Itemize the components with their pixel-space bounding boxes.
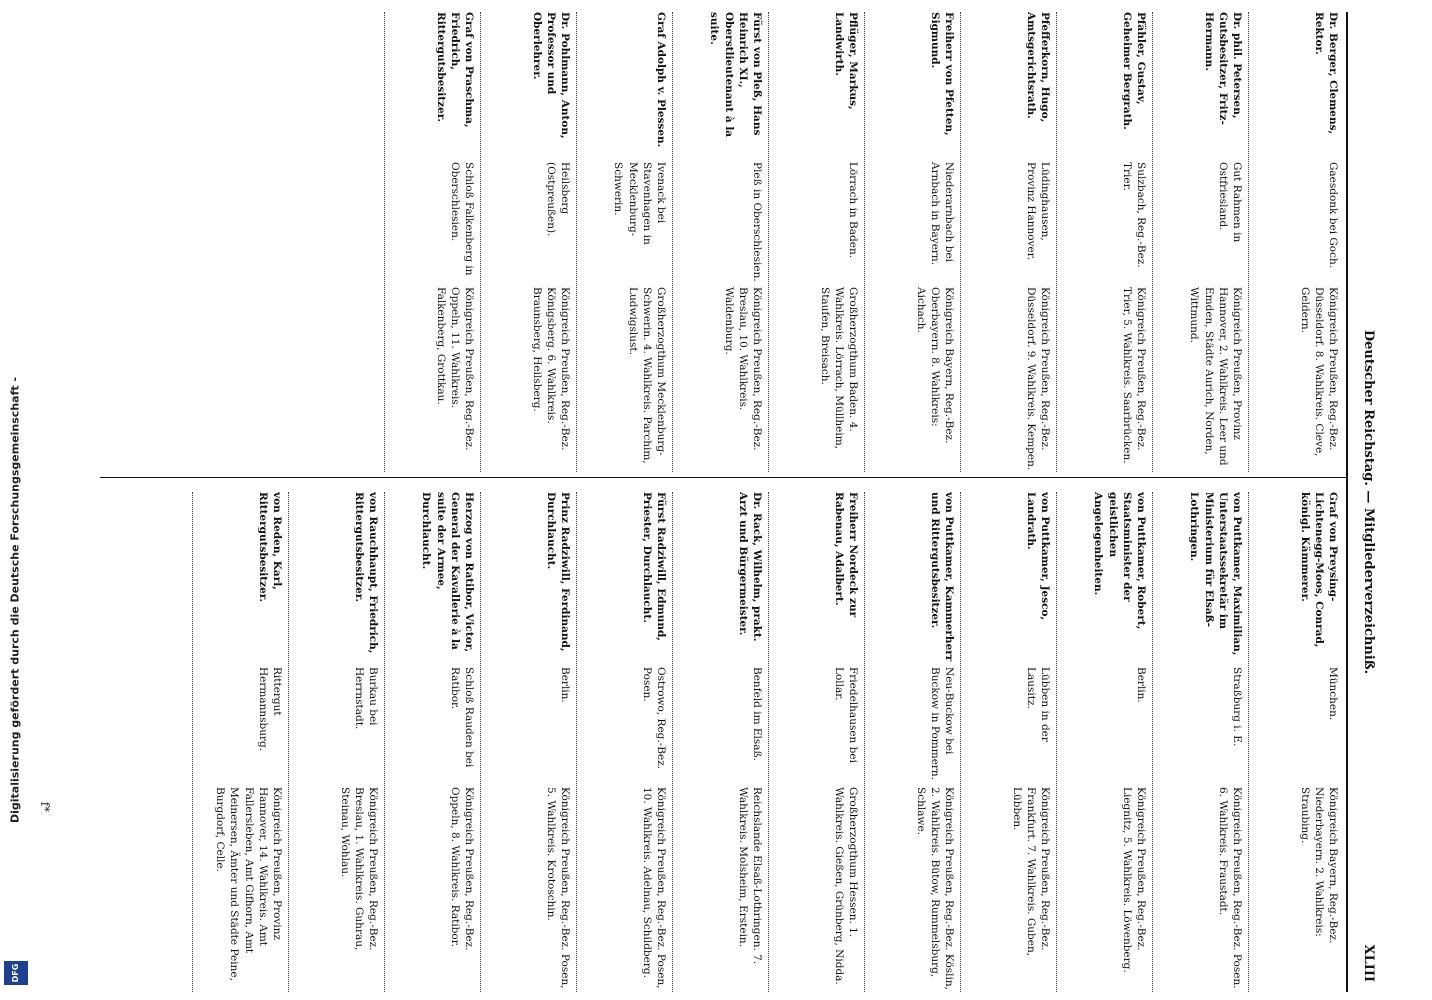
member-district: Großherzogthum Baden. 4. Wahlkreis. Lörrach, Müllheim, Staufen, Breisach. xyxy=(818,287,859,450)
member-name: Graf Adolph v. Plessen. xyxy=(655,12,667,148)
member-place: Pleß in Oberschlesien. xyxy=(751,162,763,282)
member-district: Königreich Bayern, Reg.-Bez. Oberbayern. 8. Wahlkreis: Aichach. xyxy=(914,287,955,444)
member-name: Dr. Rack, Wilhelm, prakt. Arzt und Bürgermeister. xyxy=(736,492,763,642)
member-district: Königreich Preußen, Reg.-Bez. Breslau, 1. Wahlkreis. Guhrau, Steinau, Wohlau. xyxy=(338,787,379,951)
member-name: von Puttkamer, Kammerherr und Rittergutsbesitzer. xyxy=(928,492,955,662)
member-name: von Reden, Karl, Rittergutsbesitzer. xyxy=(256,492,283,603)
member-entry xyxy=(572,12,668,472)
member-place: Neu-Buckow bei Buckow in Pommern. xyxy=(928,667,955,781)
member-entry xyxy=(1148,12,1244,472)
member-name: von Puttkamer, Robert, Staatsminister der geistlichen Angelegenheiten. xyxy=(1092,492,1147,630)
member-place: Sulzbach, Reg.-Bez. Trier. xyxy=(1120,162,1147,268)
member-place: Benfeld im Elsaß. xyxy=(751,667,763,761)
member-name: Graf von Praschma, Friedrich, Rittergutsbesitzer. xyxy=(434,12,475,128)
center-divider xyxy=(100,477,1346,478)
page-title: Deutscher Reichstag. — Mitgliederverzeichniß. xyxy=(1361,329,1376,675)
member-place: Lübben in der Lausitz. xyxy=(1024,667,1051,742)
member-district: Königreich Preußen, Reg.-Bez. Düsseldorf. 9. Wahlkreis. Kempen. xyxy=(1024,287,1051,471)
member-district: Königreich Preußen, Provinz Hannover, 2. Wahlkreis. Leer und Emden, Städte Aurich, Norden, Wittmund. xyxy=(1188,287,1243,466)
member-name: Dr. Berger, Clemens, Rektor. xyxy=(1312,12,1339,135)
sidebar xyxy=(0,0,30,1000)
member-name: Pfefferkorn, Hugo, Amtsgerichtsrath. xyxy=(1024,12,1051,123)
member-name: Prinz Radziwill, Ferdinand, Durchlaucht. xyxy=(544,492,571,652)
member-place: Berlin. xyxy=(1135,667,1147,703)
member-entry xyxy=(572,492,668,992)
member-entry xyxy=(380,492,476,992)
member-entry xyxy=(188,492,284,992)
member-name: Fürst Radziwill, Edmund, Priester, Durchlaucht. xyxy=(640,492,667,641)
member-district: Königreich Preußen, Reg.-Bez. Posen, 10. Wahlkreis. Adelnau, Schildberg. xyxy=(640,787,667,989)
member-name: Herzog von Ratibor, Victor, General der Kavallerie à la suite der Armee, Durchlaucht. xyxy=(420,492,475,653)
header-rule xyxy=(1346,12,1348,992)
member-place: Berlin. xyxy=(559,667,571,703)
member-district: Großherzogthum Mecklenburg-Schwerin. 4. Wahlkreis. Parchim, Ludwigslust. xyxy=(626,287,667,464)
member-entry xyxy=(1052,492,1148,992)
member-district: Königreich Bayern, Reg.-Bez. Niederbayern. 2. Wahlkreis: Straubing. xyxy=(1298,787,1339,944)
member-place: Rittergut Hermannsburg. xyxy=(256,667,283,752)
left-member-column xyxy=(100,12,1340,472)
member-district: Königreich Preußen, Provinz Hannover, 14. Wahlkreis. Amt Fallersleben, Amt Gifhorn, Amt Meinersen, Ämter und Städte Peine, Burgdorf, Celle. xyxy=(214,787,283,981)
member-entry xyxy=(1052,12,1148,472)
dfg-logo xyxy=(3,960,29,986)
member-place: Burkau bei Herrnstadt. xyxy=(352,667,379,730)
member-entry xyxy=(1244,12,1340,472)
member-place: Gut Rahmen in Ostfriesland. xyxy=(1216,162,1243,243)
member-name: Fürst von Pleß, Hans Heinrich XI., Oberstlieutenant à la suite. xyxy=(708,12,763,138)
running-head xyxy=(1354,12,1380,992)
member-name: Freiherr Nordeck zur Rabenau, Adalbert. xyxy=(832,492,859,618)
member-place: Gaesdonk bei Goch. xyxy=(1327,162,1339,269)
member-name: Dr. phil. Petersen, Gutsbesitzer, Fritz-Hermann. xyxy=(1202,12,1243,125)
right-member-column xyxy=(100,492,1340,992)
member-entry xyxy=(956,492,1052,992)
member-district: Königreich Preußen, Reg.-Bez. Oppeln, 8. Wahlkreis. Ratibor. xyxy=(448,787,475,951)
member-entry xyxy=(380,12,476,472)
member-name: Pflüger, Markus, Landwirth. xyxy=(832,12,859,110)
member-place: Ivenack bei Stavenhagen in Mecklenburg-Schwerin. xyxy=(612,162,667,245)
member-name: von Puttkamer, Jesco, Landrath. xyxy=(1024,492,1051,621)
member-district: Königreich Preußen, Reg.-Bez. Breslau, 10. Wahlkreis. Waldenburg. xyxy=(722,287,763,451)
member-entry xyxy=(1244,492,1340,992)
member-name: von Rauchhaupt, Friedrich, Rittergutsbesitzer. xyxy=(352,492,379,654)
member-name: von Puttkamer, Maximilian, Unterstaatssekretär im Ministerium für Elsaß-Lothringen. xyxy=(1188,492,1243,656)
member-place: München. xyxy=(1327,667,1339,721)
member-district: Großherzogthum Hessen. 1. Wahlkreis. Gießen, Grünberg, Nidda. xyxy=(832,787,859,985)
member-place: Friedelhausen bei Lollar. xyxy=(832,667,859,763)
member-entry xyxy=(1148,492,1244,992)
member-entry xyxy=(956,12,1052,472)
member-name: Dr. Pohlmann, Anton, Professor und Oberlehrer. xyxy=(530,12,571,139)
member-district: Königreich Preußen, Reg.-Bez. Frankfurt. 7. Wahlkreis. Guben, Lübben. xyxy=(1010,787,1051,957)
member-place: Ostrowo, Reg.-Bez. Posen. xyxy=(640,667,667,770)
member-place: Niederarnbach bei Arnbach in Bayern. xyxy=(928,162,955,266)
member-place: Lörrach in Baden. xyxy=(847,162,859,259)
member-entry xyxy=(284,492,380,992)
page-signature-mark: f* xyxy=(38,801,53,813)
member-district: Königreich Preußen, Reg.-Bez. Königsberg. 6. Wahlkreis. Braunsberg, Heilsberg. xyxy=(530,287,571,451)
member-name: Graf von Preysing-Lichtenegg-Moos, Conrad, königl. Kämmerer. xyxy=(1298,492,1339,648)
page-number: XLIII xyxy=(1361,944,1376,982)
member-district: Königreich Preußen, Reg.-Bez. Oppeln, 11. Wahlkreis. Falkenberg, Grottkau. xyxy=(434,287,475,451)
member-district: Königreich Preußen, Reg.-Bez. Köslin, 2. Wahlkreis. Bütow, Rummelsburg, Schlawe. xyxy=(914,787,955,990)
member-name: Freiherr von Pfetten, Sigmund. xyxy=(928,12,955,136)
member-place: Straßburg i. E. xyxy=(1231,667,1243,747)
member-name: Pfähler, Gustav, Geheimer Bergrath. xyxy=(1120,12,1147,130)
member-place: Lüdinghausen, Provinz Hannover. xyxy=(1024,162,1051,260)
scanned-page xyxy=(80,12,1380,992)
member-entry xyxy=(476,12,572,472)
member-place: Schloß Falkenberg in Oberschlesien. xyxy=(448,162,475,276)
member-district: Reichslande Elsaß-Lothringen. 7. Wahlkreis. Molsheim, Erstein. xyxy=(736,787,763,965)
member-district: Königreich Preußen, Reg.-Bez. Liegnitz, 5. Wahlkreis. Löwenberg. xyxy=(1120,787,1147,973)
digitization-credit: Digitalisierung gefördert durch die Deutsche Forschungsgemeinschaft - xyxy=(8,376,22,824)
member-district: Königreich Preußen, Reg.-Bez. Düsseldorf. 8. Wahlkreis. Cleve, Geldern. xyxy=(1298,287,1339,457)
member-entry xyxy=(860,492,956,992)
member-entry xyxy=(860,12,956,472)
member-district: Königreich Preußen, Reg.-Bez. Posen, 5. Wahlkreis. Krotoschin. xyxy=(544,787,571,989)
dfg-logo-text: DFG xyxy=(11,963,20,983)
member-district: Königreich Preußen, Reg.-Bez. Trier, 5. Wahlkreis. Saarbrücken. xyxy=(1120,287,1147,464)
member-entry xyxy=(476,492,572,992)
member-entry xyxy=(668,492,764,992)
member-district: Königreich Preußen, Reg.-Bez. Posen. 6. Wahlkreis. Fraustadt. xyxy=(1216,787,1243,989)
member-place: Heilsberg (Ostpreußen). xyxy=(544,162,571,237)
member-place: Schloß Rauden bei Ratibor. xyxy=(448,667,475,768)
member-entry xyxy=(764,492,860,992)
member-entry xyxy=(668,12,764,472)
member-entry xyxy=(764,12,860,472)
